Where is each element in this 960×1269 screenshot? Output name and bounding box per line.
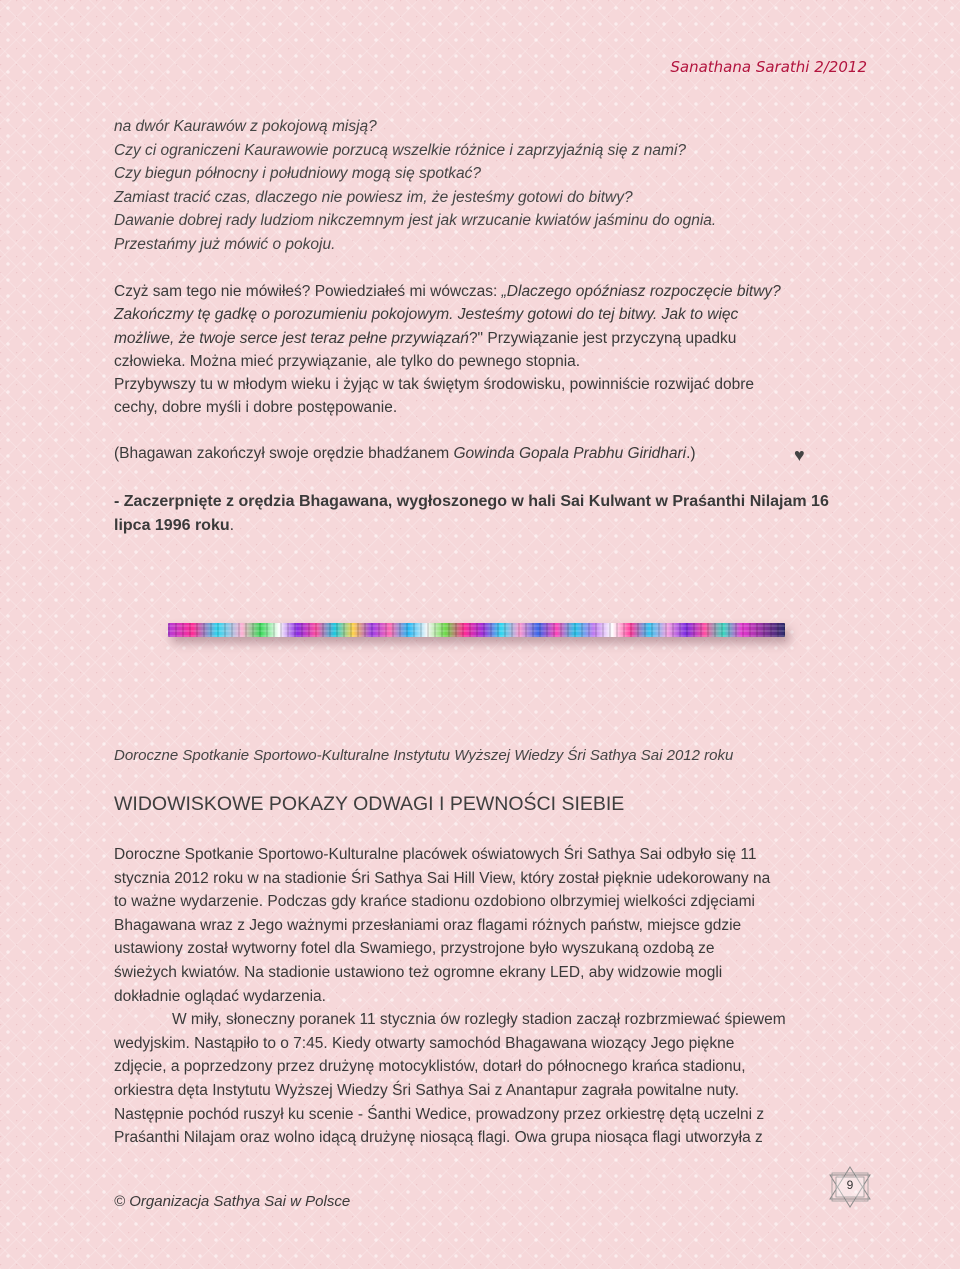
- footer-copyright: © Organizacja Sathya Sai w Polsce: [114, 1193, 351, 1210]
- heart-icon: ♥: [794, 445, 805, 465]
- paragraph-line: możliwe, że twoje serce jest teraz pełne przywiązań?" Przywiązanie jest przyczyną upadku: [114, 329, 737, 347]
- dialogue-paragraph: [114, 280, 874, 420]
- poem-line: Czy ci ograniczeni Kaurawowie porzucą wszelkie różnice i zaprzyjaźnią się z nami?: [114, 141, 687, 159]
- poem-line: Zamiast tracić czas, dlaczego nie powiesz im, że jesteśmy gotowi do bitwy?: [114, 188, 633, 206]
- quote-line: lipca 1996 roku.: [114, 516, 235, 534]
- journal-header: Sanathana Sarathi 2/2012: [670, 58, 867, 76]
- page-number-badge: [826, 1165, 874, 1209]
- decorative-divider: [168, 623, 785, 637]
- article-line: zdjęcie, a poprzedzony przez drużynę motocyklistów, dotarł do północnego krańca stadionu,: [114, 1058, 746, 1076]
- article-line: świeżych kwiatów. Na stadionie ustawiono też ogromne ekrany LED, aby widzowie mogli: [114, 963, 723, 981]
- article-line: Bhagawana wraz z Jego ważnymi przesłaniami oraz flagami różnych państw, miejsce gdzie: [114, 916, 742, 934]
- section-title: WIDOWISKOWE POKAZY ODWAGI I PEWNOŚCI SIEBIE: [114, 793, 625, 815]
- bhajan-title: Gowinda Gopala Prabhu Giridhari: [453, 445, 687, 462]
- paragraph-line: człowieka. Można mieć przywiązanie, ale tylko do pewnego stopnia.: [114, 352, 581, 370]
- paragraph-line: Czyż sam tego nie mówiłeś? Powiedziałeś mi wówczas: „Dlaczego opóźniasz rozpoczęcie bitwy?: [114, 283, 781, 300]
- paragraph-line: Zakończmy tę gadkę o porozumieniu pokojowym. Jesteśmy gotowi do tej bitwy. Jak to więc: [114, 306, 739, 324]
- quote-line: - Zaczerpnięte z orędzia Bhagawana, wygłoszonego w hali Sai Kulwant w Praśanthi Nilajam 16: [114, 493, 829, 510]
- poem-line: Dawanie dobrej rady ludziom nikczemnym jest jak wrzucanie kwiatów jaśminu do ognia.: [114, 212, 717, 230]
- section-subtitle: Doroczne Spotkanie Sportowo-Kulturalne Instytutu Wyższej Wiedzy Śri Sathya Sai 2012 roku: [114, 747, 734, 764]
- article-line: to ważne wydarzenie. Podczas gdy krańce stadionu ozdobiono olbrzymiej wielkości zdjęciami: [114, 893, 755, 911]
- article-line: dokładnie oglądać wydarzenia.: [114, 987, 326, 1005]
- poem-line: Czy biegun północny i południowy mogą się spotkać?: [114, 165, 482, 183]
- poem-line: na dwór Kaurawów z pokojową misją?: [114, 118, 377, 135]
- article-line: stycznia 2012 roku w na stadionie Śri Sathya Sai Hill View, który został pięknie udekorowany na: [114, 869, 771, 887]
- article-body: [114, 843, 874, 1150]
- article-line: ustawiony został wytworny fotel dla Swamiego, przystrojone było wyszukaną ozdobą ze: [114, 940, 715, 958]
- poem-block: [114, 115, 874, 257]
- article-line: orkiestra dęta Instytutu Wyższej Wiedzy Śri Sathya Sai z Anantapur zagrała powitalne nuty.: [114, 1081, 740, 1099]
- article-line: wedyjskim. Nastąpiło to o 7:45. Kiedy otwarty samochód Bhagawana wiozący Jego piękne: [114, 1034, 735, 1052]
- source-quote: [114, 490, 874, 537]
- article-line: Doroczne Spotkanie Sportowo-Kulturalne placówek oświatowych Śri Sathya Sai odbyło się 11: [114, 846, 757, 863]
- article-line: Praśanthi Nilajam oraz wolno idącą drużynę niosącą flagi. Owa grupa niosąca flagi utworzyła z: [114, 1129, 763, 1147]
- paragraph-line: cechy, dobre myśli i dobre postępowanie.: [114, 399, 398, 417]
- closing-note: (Bhagawan zakończył swoje orędzie bhadźanem Gowinda Gopala Prabhu Giridhari.): [114, 445, 696, 462]
- paragraph-line: Przybywszy tu w młodym wieku i żyjąc w tak świętym środowisku, powinniście rozwijać dobre: [114, 376, 754, 394]
- article-line: Następnie pochód ruszył ku scenie - Śanthi Wedice, prowadzony przez orkiestrę dętą uczelni z: [114, 1105, 765, 1123]
- article-line: W miły, słoneczny poranek 11 stycznia ów rozległy stadion zaczął rozbrzmiewać śpiewem: [172, 1011, 786, 1029]
- poem-line: Przestańmy już mówić o pokoju.: [114, 235, 336, 253]
- page-number: 9: [846, 1178, 854, 1192]
